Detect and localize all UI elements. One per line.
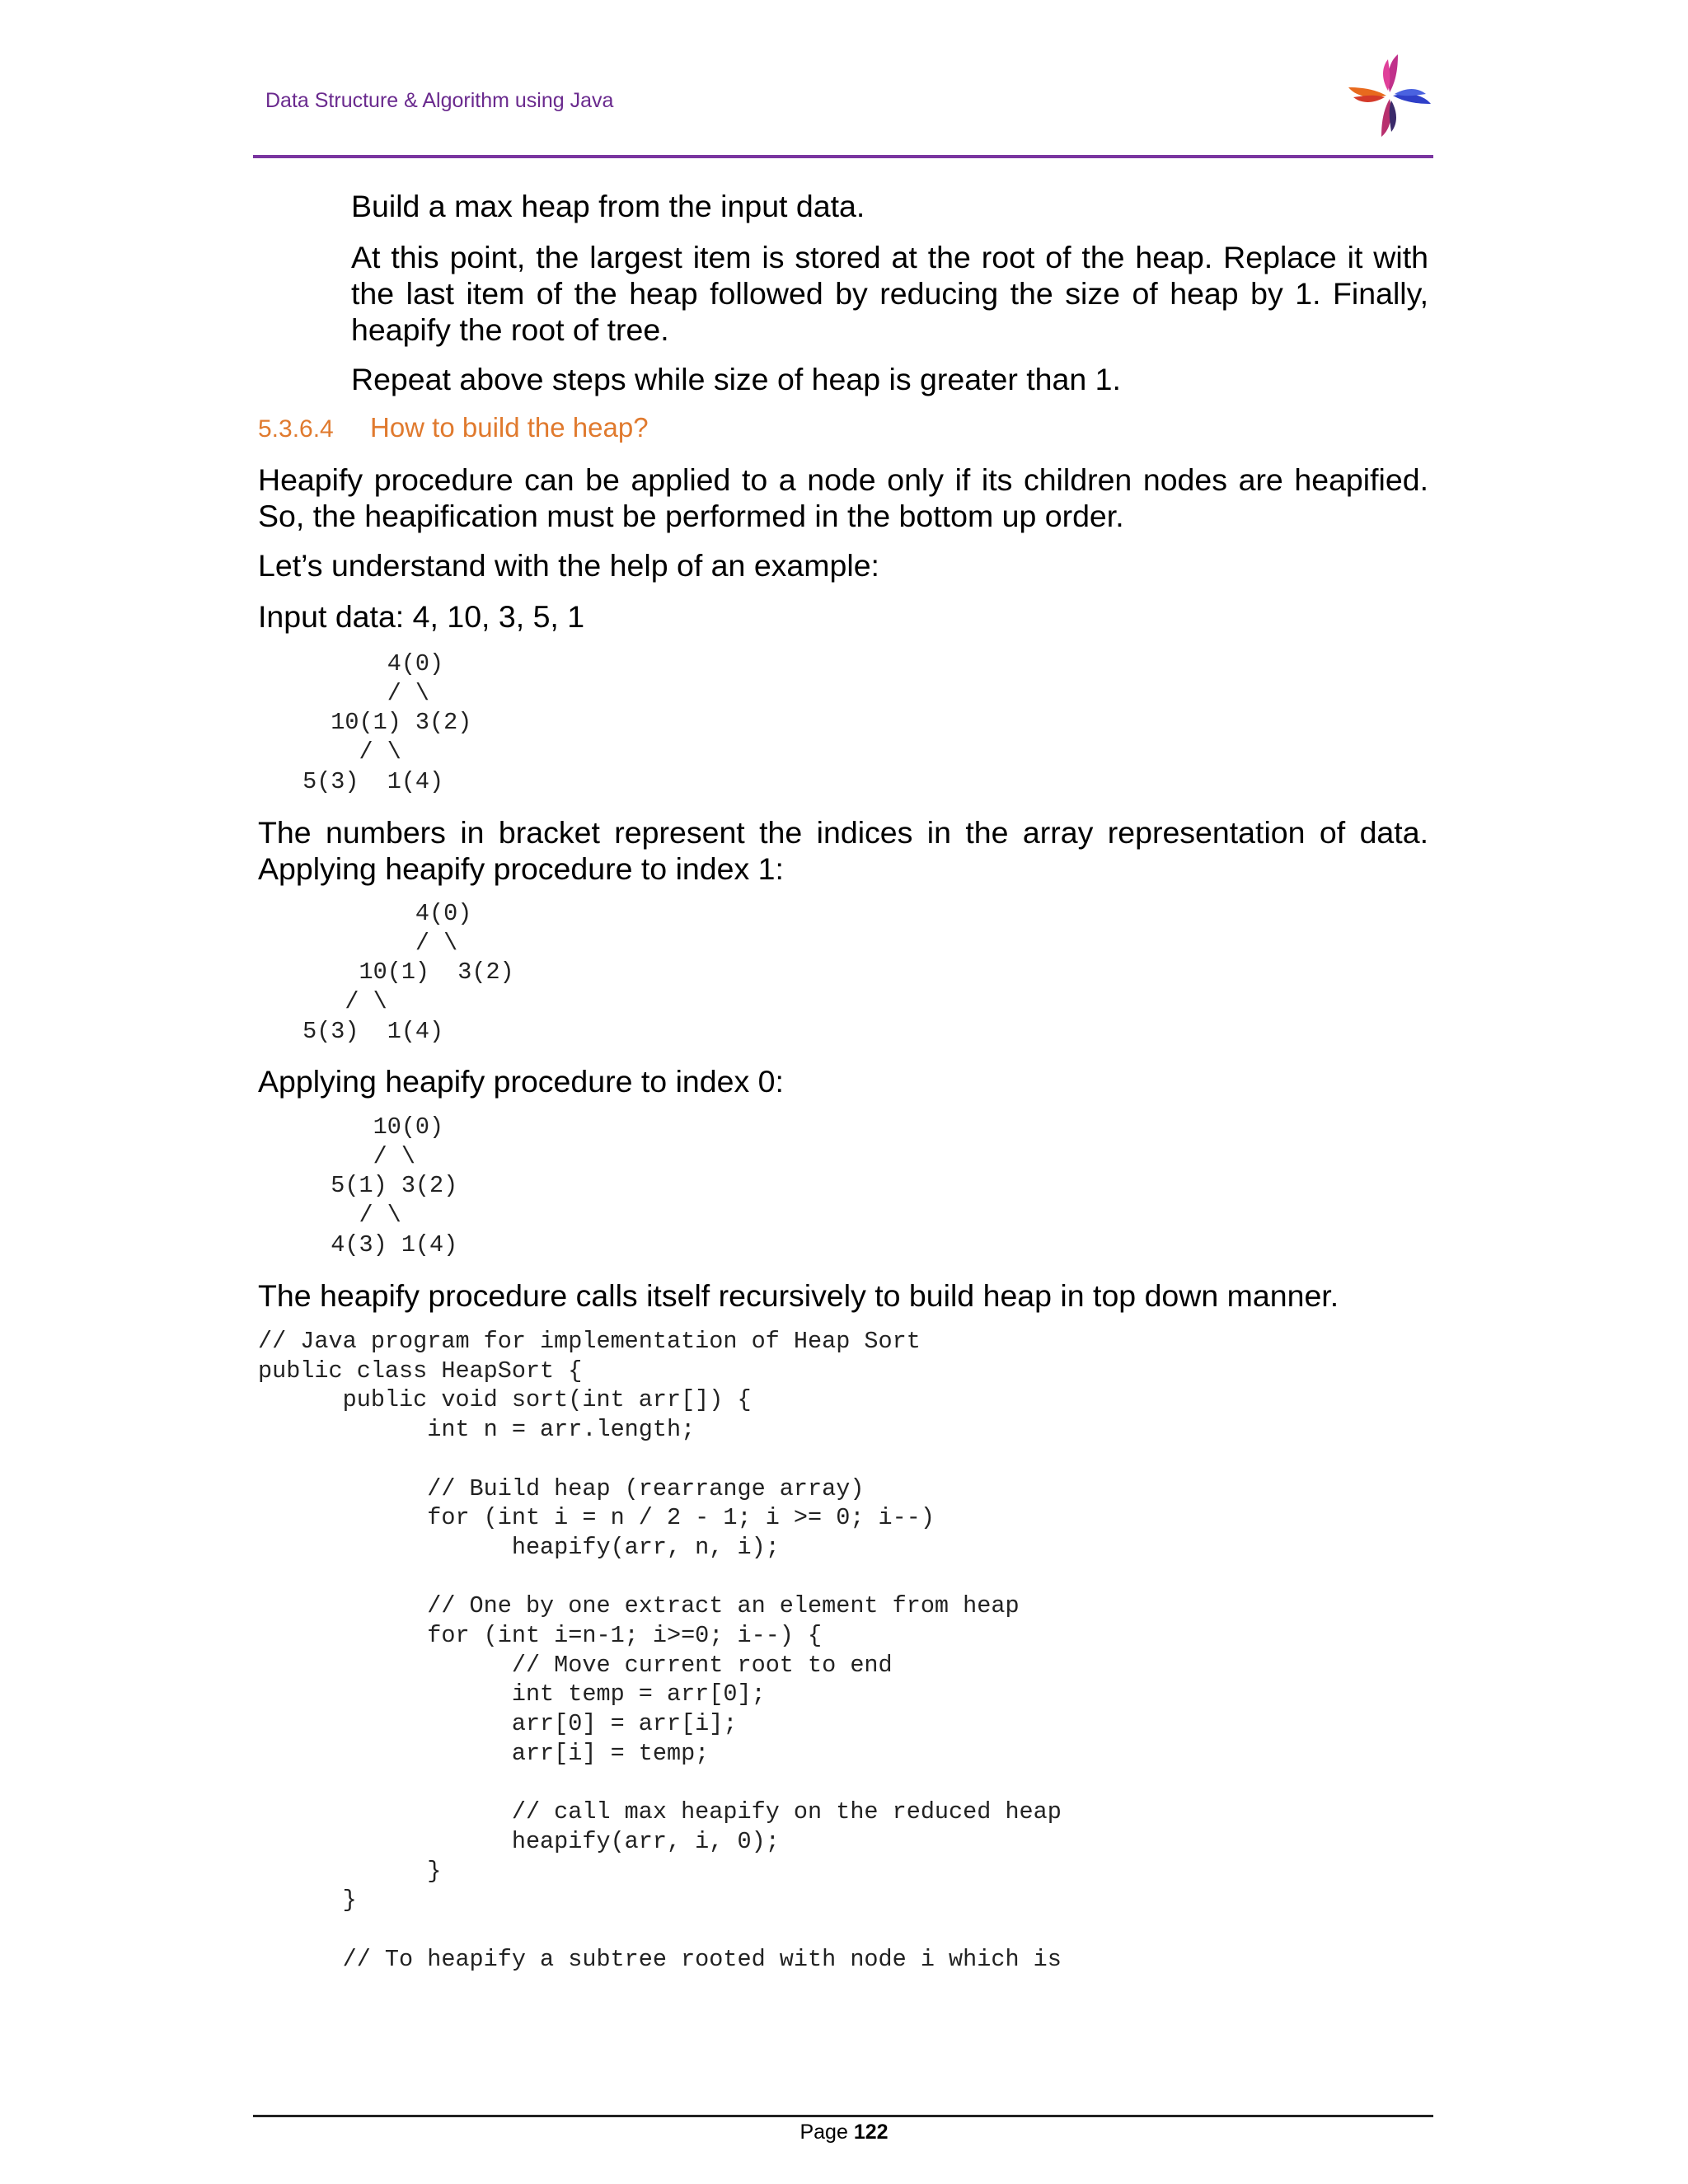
section-heading <box>258 412 649 443</box>
paragraph-example-intro: Let’s understand with the help of an example: <box>258 548 879 583</box>
tree-diagram-index-0: 10(0) / \ 5(1) 3(2) / \ 4(3) 1(4) <box>331 1113 458 1258</box>
page-label: Page <box>799 2121 848 2144</box>
java-code-block: // Java program for implementation of Heap Sort public class HeapSort { public void sort(int arr[]) { int n = arr.length; // Build heap (rearrange array) for (int i = n / 2 - 1; i >= 0; i--) heapify(arr, n, i); // One by one extract an element from heap for (int i=n-1; i>=0; i--) { // Move current root to end int temp = arr[0]; arr[0] = arr[i]; arr[i] = temp; // call max heapify on the reduced heap heapify(arr, i, 0); } } // To heapify a subtree rooted with node i which is <box>258 1328 1062 1973</box>
paragraph-index-0: Applying heapify procedure to index 0: <box>258 1064 784 1099</box>
page-number: 122 <box>853 2121 889 2144</box>
section-number: 5.3.6.4 <box>258 415 334 443</box>
paragraph-heapify-order: Heapify procedure can be applied to a node only if its children nodes are heapified. So, the heapification must be performed in the bottom up order. <box>258 462 1428 533</box>
document-header-title: Data Structure & Algorithm using Java <box>265 89 614 112</box>
paragraph-recursive-note: The heapify procedure calls itself recursively to build heap in top down manner. <box>258 1278 1339 1313</box>
tree-diagram-initial: 4(0) / \ 10(1) 3(2) / \ 5(3) 1(4) <box>302 650 472 795</box>
paragraph-indices-note: The numbers in bracket represent the indices in the array representation of data. Applying heapify procedure to index 1: <box>258 815 1428 886</box>
publisher-logo-icon <box>1342 51 1437 137</box>
step-replace-root: At this point, the largest item is stored at the root of the heap. Replace it with the last item of the heap followed by reducing the size of heap by 1. Finally, heapify the root of tree. <box>351 240 1428 347</box>
tree-diagram-index-1: 4(0) / \ 10(1) 3(2) / \ 5(3) 1(4) <box>302 900 514 1045</box>
step-build-max-heap: Build a max heap from the input data. <box>351 189 865 223</box>
paragraph-input-data: Input data: 4, 10, 3, 5, 1 <box>258 599 585 634</box>
footer-divider <box>253 2115 1433 2117</box>
header-divider <box>253 155 1433 158</box>
page-footer <box>0 2121 1688 2144</box>
section-title: How to build the heap? <box>370 412 649 443</box>
step-repeat: Repeat above steps while size of heap is greater than 1. <box>351 362 1121 396</box>
